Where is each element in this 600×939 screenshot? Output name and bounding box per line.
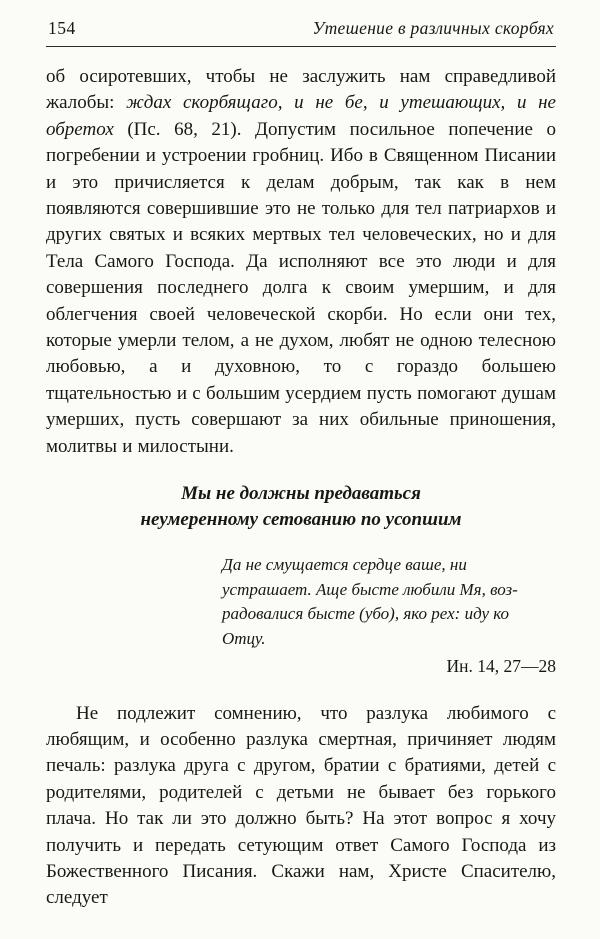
section-heading-line: неумеренному сетованию по усопшим	[140, 509, 462, 531]
page-content	[46, 64, 556, 912]
epigraph-line: устрашает. Аще бысте любили Мя, воз-	[222, 579, 518, 599]
epigraph-line: Да не смущается сердце ваше, ни	[222, 555, 467, 575]
header-rule	[46, 46, 556, 47]
paragraph: Не подлежит сомнению, что разлука любимого с любящим, и особенно разлука смертная, причиняет людям печаль: разлука друга с другом, братии с братиями, детей с родителями, родителей с детьми не бывает без горького плача. Но так ли это должно быть? На этот вопрос я хочу получить и передать сетующим ответ Самого Господа из Божественного Писания. Скажи нам, Христе Спасителю, следует	[46, 702, 556, 909]
page-header	[46, 16, 556, 46]
section-heading	[46, 481, 556, 533]
text-segment: об осиротевших, чтобы не заслужить нам справедливой жалобы:	[46, 66, 556, 114]
epigraph	[222, 553, 556, 679]
section-heading-line: Мы не должны предаваться	[181, 483, 421, 505]
running-title: Утешение в различных скорбях	[312, 18, 554, 38]
epigraph-reference: Ин. 14, 27—28	[446, 656, 556, 677]
page-number: 154	[48, 18, 76, 38]
epigraph-line: радовалися бысте (убо), яко рех: иду ко	[222, 604, 510, 624]
paragraph-continuation	[46, 64, 556, 460]
inline-scripture-quote: ждах скорбящаго, и не бе, и утешающих, и не обретох	[46, 92, 556, 140]
text-segment: (Пс. 68, 21). Допустим посильное попечение о погребении и устроении гробниц. Ибо в Священном Писании и это причисляется к делам добрым, так как в нем появляются совершившие это не только для тел патриархов и других святых и всяких мертвых тел человеческих, но и для Тела Самого Господа. Да исполняют все это люди и для совершения последнего долга к своим умершим, и для облегчения своей человеческой скорби. Но если они тех, которые умерли телом, а не духом, любят не одною телесною любовью, а и духовною, то с гораздо большею тщательностью и с большим усердием пусть помогают душам умерших, пусть совершают за них обильные приношения, молитвы и милостыни.	[46, 118, 556, 457]
epigraph-line: Отцу.	[222, 628, 266, 648]
